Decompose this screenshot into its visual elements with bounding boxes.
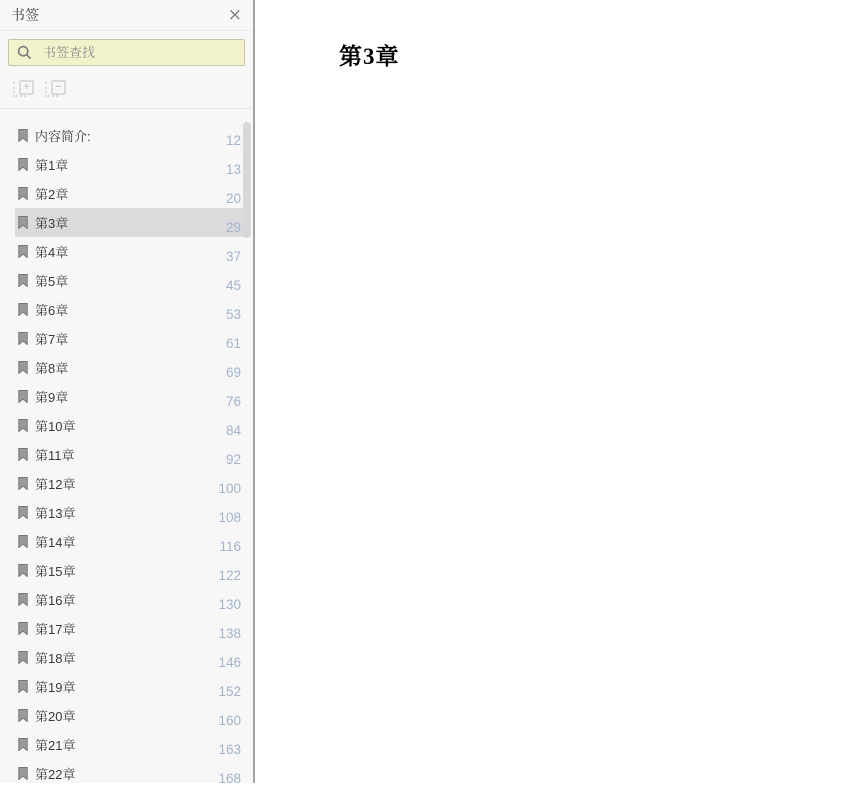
- bookmark-label: 第2章: [35, 187, 69, 202]
- bookmark-label: 第6章: [35, 303, 69, 318]
- bookmark-ribbon-icon: [18, 187, 28, 200]
- bookmark-ribbon-icon: [18, 738, 28, 751]
- search-icon: [17, 45, 32, 60]
- bookmark-item[interactable]: [15, 208, 246, 237]
- dotted-line: [13, 95, 26, 97]
- bookmark-ribbon-icon: [18, 535, 28, 548]
- bookmark-page-number: 61: [225, 336, 241, 351]
- bookmark-label: 第15章: [35, 564, 76, 579]
- bookmark-item[interactable]: [15, 730, 246, 759]
- bookmark-search-box[interactable]: [8, 39, 245, 66]
- bookmark-label: 第12章: [35, 477, 76, 492]
- bookmark-item[interactable]: [15, 643, 246, 672]
- bookmark-item[interactable]: [15, 527, 246, 556]
- bookmarks-sidebar: [0, 0, 255, 786]
- bookmark-label: 第14章: [35, 535, 76, 550]
- bookmark-item[interactable]: [15, 237, 246, 266]
- bookmark-page-number: 69: [225, 365, 241, 380]
- bookmark-page-number: 146: [218, 655, 241, 670]
- bookmark-ribbon-icon: [18, 506, 28, 519]
- bookmark-label: 第1章: [35, 158, 69, 173]
- bookmark-page-number: 37: [225, 249, 241, 264]
- bookmark-page-number: 152: [218, 684, 241, 699]
- bookmark-page-number: 13: [225, 162, 241, 177]
- bookmark-toolbar: [0, 66, 253, 109]
- bookmark-page-number: 45: [225, 278, 241, 293]
- bookmark-item[interactable]: [15, 411, 246, 440]
- bookmark-ribbon-icon: [18, 593, 28, 606]
- bookmark-ribbon-icon: [18, 390, 28, 403]
- bookmark-page-number: 76: [225, 394, 241, 409]
- bookmark-label: 第7章: [35, 332, 69, 347]
- bookmark-item[interactable]: [15, 701, 246, 730]
- bookmark-item[interactable]: [15, 121, 246, 150]
- bookmark-page-number: 163: [218, 742, 241, 757]
- bookmark-label: 第22章: [35, 767, 76, 782]
- bookmark-ribbon-icon: [18, 680, 28, 693]
- bookmark-page-number: 12: [225, 133, 241, 148]
- sidebar-scrollbar-thumb[interactable]: [243, 122, 251, 238]
- bookmark-label: 第20章: [35, 709, 76, 724]
- bookmark-item[interactable]: [15, 150, 246, 179]
- bookmark-page-number: 92: [225, 452, 241, 467]
- chapter-title: 第3章: [339, 44, 400, 69]
- bookmark-ribbon-icon: [18, 419, 28, 432]
- bookmark-search-input[interactable]: [41, 44, 236, 61]
- bookmark-item[interactable]: [15, 440, 246, 469]
- bookmark-item[interactable]: [15, 266, 246, 295]
- bookmark-page-number: 168: [218, 771, 241, 786]
- bookmark-item[interactable]: [15, 759, 246, 788]
- bookmark-page-number: 138: [218, 626, 241, 641]
- expand-all-button[interactable]: [12, 80, 34, 97]
- bookmark-label: 第4章: [35, 245, 69, 260]
- page-content: [339, 38, 818, 71]
- bookmark-page-number: 53: [225, 307, 241, 322]
- bookmark-label: 第8章: [35, 361, 69, 376]
- bookmark-page-number: 130: [218, 597, 241, 612]
- bookmark-label: 第16章: [35, 593, 76, 608]
- bookmark-item[interactable]: [15, 672, 246, 701]
- bookmark-item[interactable]: [15, 324, 246, 353]
- bookmark-ribbon-icon: [18, 448, 28, 461]
- bookmark-ribbon-icon: [18, 361, 28, 374]
- dotted-line: [45, 95, 58, 97]
- bookmark-ribbon-icon: [18, 709, 28, 722]
- bookmark-ribbon-icon: [18, 332, 28, 345]
- dotted-line: [13, 82, 15, 93]
- bookmark-page-number: 160: [218, 713, 241, 728]
- bookmark-ribbon-icon: [18, 303, 28, 316]
- bookmark-page-number: 100: [218, 481, 241, 496]
- bookmark-ribbon-icon: [18, 767, 28, 780]
- bookmark-page-number: 29: [225, 220, 241, 235]
- bookmark-ribbon-icon: [18, 129, 28, 142]
- close-icon[interactable]: ×: [227, 4, 242, 25]
- bookmark-label: 第13章: [35, 506, 76, 521]
- sidebar-title: 书签: [11, 7, 39, 23]
- collapse-all-button[interactable]: [44, 80, 66, 97]
- bookmark-item[interactable]: [15, 179, 246, 208]
- bookmark-ribbon-icon: [18, 158, 28, 171]
- sidebar-header: [0, 0, 253, 31]
- bookmark-label: 第19章: [35, 680, 76, 695]
- bookmark-label: 第3章: [35, 216, 69, 231]
- dotted-line: [45, 82, 47, 93]
- bookmark-list: [0, 109, 253, 788]
- bookmark-label: 第9章: [35, 390, 69, 405]
- bookmark-item[interactable]: [15, 382, 246, 411]
- bookmark-label: 第10章: [35, 419, 76, 434]
- bookmark-label: 第17章: [35, 622, 76, 637]
- bookmark-page-number: 122: [218, 568, 241, 583]
- bookmark-item[interactable]: [15, 353, 246, 382]
- bookmark-label: 第21章: [35, 738, 76, 753]
- bookmark-ribbon-icon: [18, 564, 28, 577]
- bookmark-label: 第5章: [35, 274, 69, 289]
- bookmark-ribbon-icon: [18, 651, 28, 664]
- bookmark-item[interactable]: [15, 585, 246, 614]
- bookmark-item[interactable]: [15, 295, 246, 324]
- bookmark-item[interactable]: [15, 614, 246, 643]
- bookmark-page-number: 20: [225, 191, 241, 206]
- bookmark-ribbon-icon: [18, 622, 28, 635]
- bookmark-page-number: 84: [225, 423, 241, 438]
- bookmark-item[interactable]: [15, 498, 246, 527]
- bookmark-item[interactable]: [15, 556, 246, 585]
- document-view[interactable]: [255, 0, 846, 783]
- bookmark-page-number: 108: [218, 510, 241, 525]
- bookmark-page-number: 116: [219, 539, 241, 554]
- bookmark-ribbon-icon: [18, 245, 28, 258]
- minus-icon: −: [51, 80, 66, 95]
- bookmark-label: 第18章: [35, 651, 76, 666]
- bookmark-label: 内容简介:: [35, 129, 91, 144]
- bookmark-ribbon-icon: [18, 274, 28, 287]
- bookmark-item[interactable]: [15, 469, 246, 498]
- plus-icon: +: [19, 80, 34, 95]
- bookmark-ribbon-icon: [18, 216, 28, 229]
- bookmark-ribbon-icon: [18, 477, 28, 490]
- bookmark-label: 第11章: [35, 448, 75, 463]
